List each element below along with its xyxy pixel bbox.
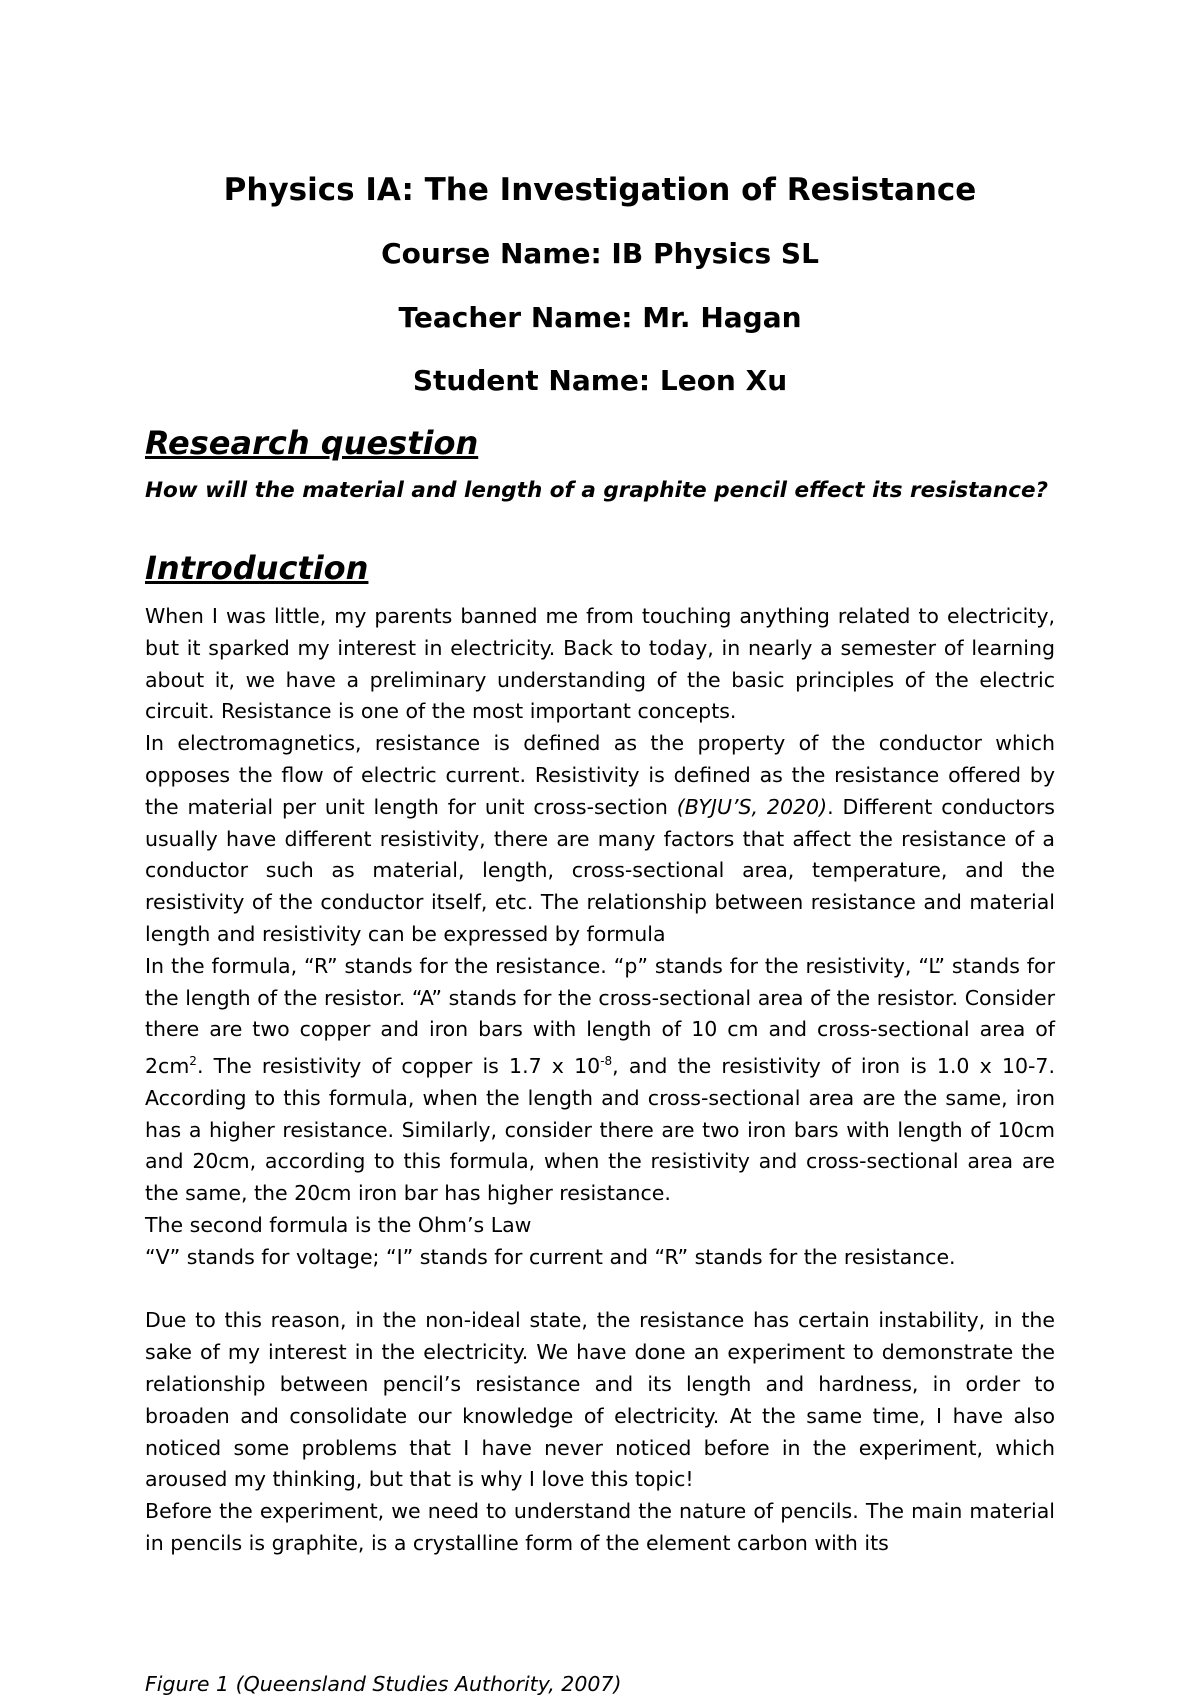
- figure-caption: Figure 1 (Queensland Studies Authority, 2007): [145, 1672, 622, 1696]
- citation-byjus: (BYJU’S, 2020): [676, 794, 828, 819]
- intro-paragraph-3-part-b: . The resistivity of copper is 1.7 x 10: [196, 1053, 601, 1078]
- research-question-heading: Research question: [145, 424, 479, 462]
- intro-paragraph-3-part-a: In the formula, “R” stands for the resistance. “p” stands for the resistivity, “L” stands for the length of the resistor. “A” stands for the cross-sectional area of the resistor. Consider there are two copper and iron bars with length of 10 cm and cross-sectional area of 2cm: [145, 953, 1055, 1078]
- superscript-squared: 2: [189, 1054, 197, 1069]
- intro-paragraph-2-part-a: In electromagnetics, resistance is defined as the property of the conductor which opposes the flow of electric current. Resistivity is defined as the resistance offered by the material per unit length for unit cross-section: [145, 731, 1055, 819]
- introduction-heading: Introduction: [145, 549, 369, 587]
- superscript-exponent: -8: [600, 1054, 613, 1069]
- teacher-name: Teacher Name: Mr. Hagan: [398, 301, 802, 334]
- intro-paragraph-3-part-c: , and the resistivity of iron is 1.0 x 10-7. According to this formula, when the length and cross-sectional area are the same, iron has a higher resistance. Similarly, consider there are two iron bars with length of 10cm and 20cm, according to this formula, when the resistivity and cross-sectional area are the same, the 20cm iron bar has higher resistance.: [145, 1053, 1055, 1206]
- intro-paragraph-2: [145, 728, 1055, 951]
- document-title: Physics IA: The Investigation of Resistance: [223, 172, 977, 208]
- introduction-body: [145, 601, 1055, 1560]
- intro-paragraph-6: Due to this reason, in the non-ideal state, the resistance has certain instability, in the sake of my interest in the electricity. We have done an experiment to demonstrate the relationship between pencil’s resistance and its length and hardness, in order to broaden and consolidate our knowledge of electricity. At the same time, I have also noticed some problems that I have never noticed before in the experiment, which aroused my thinking, but that is why I love this topic!: [145, 1308, 1055, 1492]
- intro-paragraph-2-part-b: . Different conductors usually have different resistivity, there are many factors that affect the resistance of a conductor such as material, length, cross-sectional area, temperature, and the resistivity of the conductor itself, etc. The relationship between resistance and material length and resistivity can be expressed by formula: [145, 794, 1055, 946]
- student-name: Student Name: Leon Xu: [412, 364, 788, 397]
- intro-paragraph-4: The second formula is the Ohm’s Law: [145, 1212, 532, 1237]
- intro-paragraph-7: Before the experiment, we need to understand the nature of pencils. The main material in pencils is graphite, is a crystalline form of the element carbon with its: [145, 1499, 1055, 1555]
- research-question-text: How will the material and length of a graphite pencil effect its resistance?: [145, 478, 1049, 503]
- course-name: Course Name: IB Physics SL: [381, 237, 819, 270]
- intro-paragraph-1: When I was little, my parents banned me from touching anything related to electricity, but it sparked my interest in electricity. Back to today, in nearly a semester of learning about it, we have a preliminary understanding of the basic principles of the electric circuit. Resistance is one of the most important concepts.: [145, 604, 1055, 724]
- intro-paragraph-5: “V” stands for voltage; “I” stands for current and “R” stands for the resistance.: [145, 1244, 956, 1269]
- intro-paragraph-3: [145, 951, 1055, 1210]
